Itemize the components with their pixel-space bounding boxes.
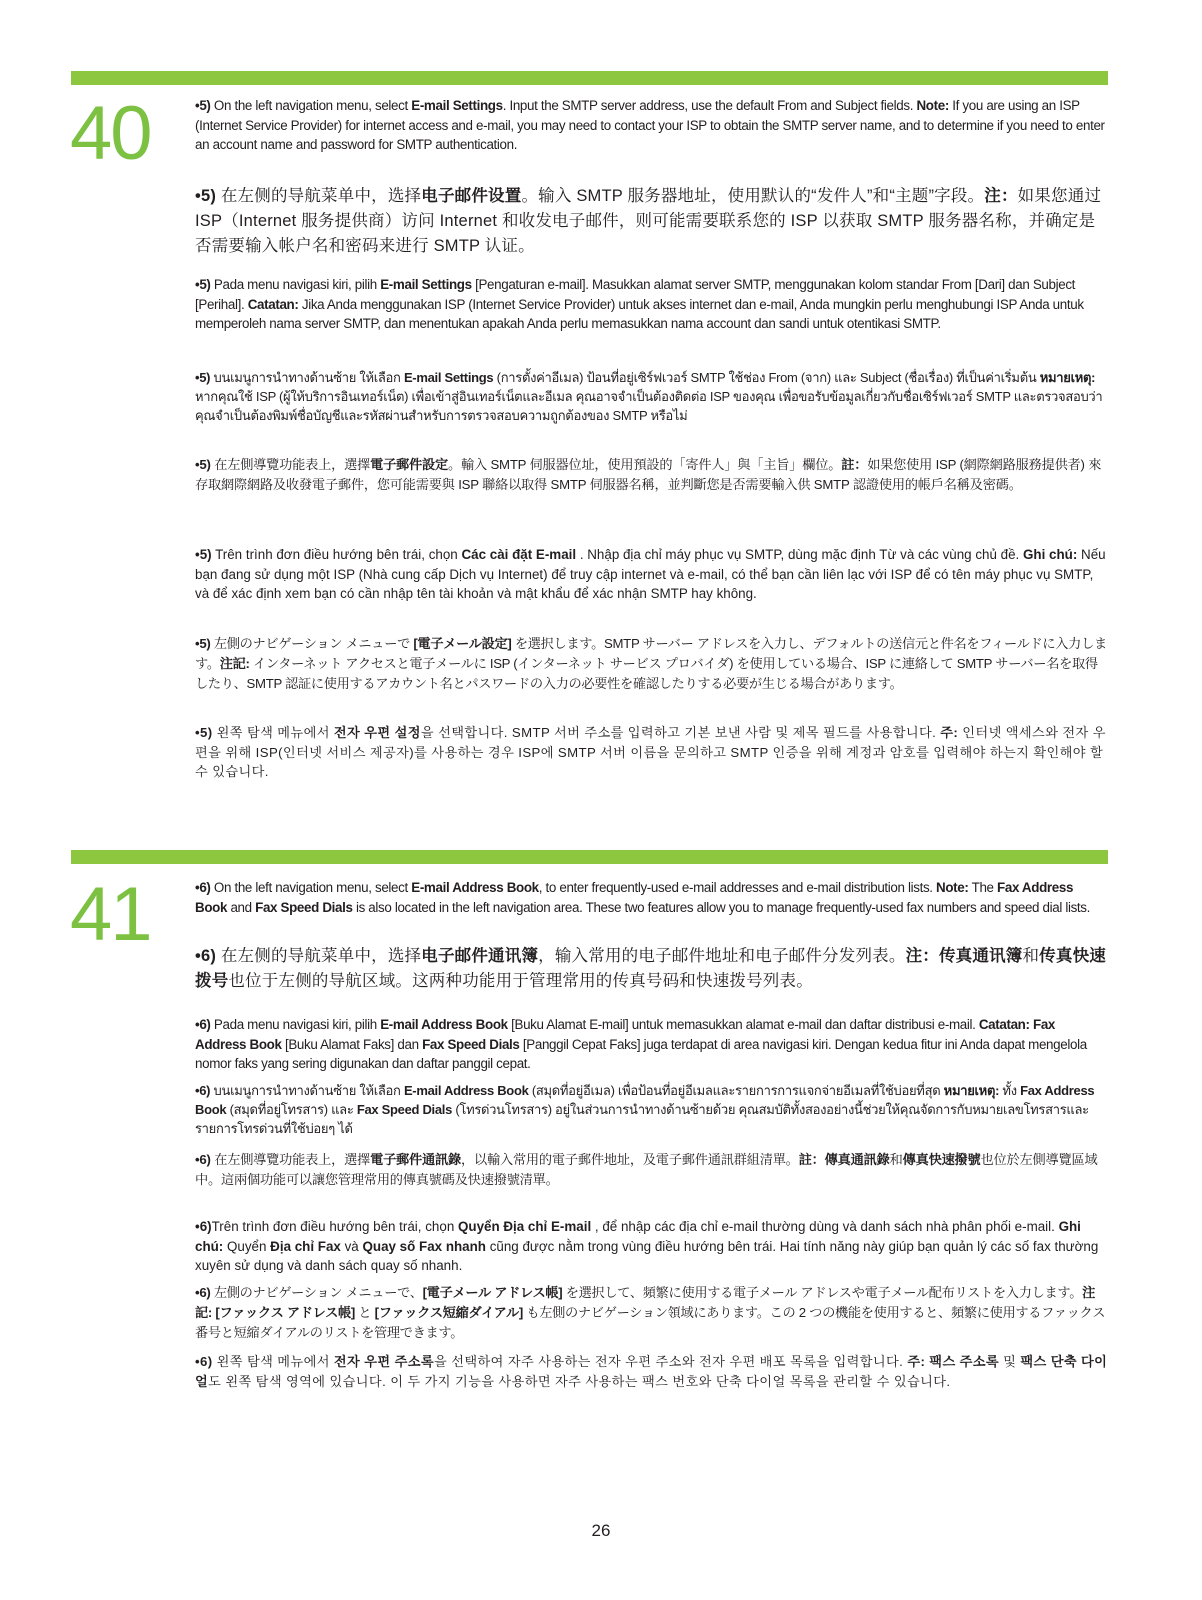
text-run: Nếu bạn đang sử dụng một ISP (Nhà cung cấp Dịch vụ Internet) để truy cập internet và e-mail, có thể bạn cần liên lạc với ISP để có tên máy phục vụ SMTP, và để xác định xem bạn có cần nhập tên tài khoản và mật khẩu để xác nhận SMTP hay không. [195,547,1106,602]
bold-text-run: E-mail Settings [411,98,503,113]
step-40-paragraph-ko [195,723,1108,782]
bold-text-run: E-mail Address Book [411,880,539,895]
text-run: và [340,1238,363,1254]
bold-text-run: •5) [195,457,211,472]
step-41-paragraph-ko [195,1352,1108,1391]
bold-text-run: •5) [195,636,211,651]
bold-text-run: 주: 팩스 주소록 [907,1354,1000,1369]
text-run: cũng được nằm trong vùng điều hướng bên trái. Hai tính năng này giúp bạn quản lý các số fax thường xuyên sử dụng và danh sách quay số nhanh. [195,1238,1099,1274]
bold-text-run: E-mail Settings [380,277,472,292]
text-run: The [968,880,998,895]
bold-text-run: •5) [195,98,211,113]
step-41-paragraph-zh [195,944,1108,994]
step-number-40: 40 [70,91,151,176]
bold-text-run: •5) [195,370,211,385]
bold-text-run: 注記: [219,656,250,671]
bold-text-run: Catatan: [247,296,299,312]
page-number: 26 [591,1521,611,1540]
text-run: を選択します。SMTP サーバー アドレスを入力し、デフォルトの送信元と件名をフィールドに入力します。 [195,636,1107,671]
text-run: 。输入 SMTP 服务器地址，使用默认的“发件人”和“主题”字段。 [521,187,985,205]
bold-text-run: 전자 우편 주소록 [333,1354,435,1369]
text-run: is also located in the left navigation area. These two features allow you to manage frequently-used fax numbers and speed dial lists. [352,899,1091,915]
bold-text-run: Fax Address Book [195,1083,1095,1117]
bold-text-run: 주: [940,725,959,740]
text-run: Pada menu navigasi kiri, pilih [210,1017,381,1032]
bold-text-run: 注記: [195,1285,1095,1320]
step-41-paragraph-vi [195,1217,1108,1276]
step-40-paragraph-tw [195,455,1108,495]
bold-text-run: Các cài đặt E-mail [461,547,577,562]
step-41-paragraph-th [195,1081,1108,1138]
bold-text-run: Quay số Fax nhanh [362,1238,486,1254]
text-run: 。輸入 SMTP 伺服器位址，使用預設的「寄件人」與「主旨」欄位。 [448,457,842,472]
text-run: (การตั้งค่าอีเมล) ป้อนที่อยู่เซิร์ฟเวอร์ SMTP ใช้ช่อง From (จาก) และ Subject (ชื่อเรื่อง) ที่เป็นค่าเริ่มต้น [493,370,1040,385]
step-40-paragraph-id [195,275,1108,334]
text-run: ทั้ง [999,1083,1021,1098]
section-bar-top [71,71,1108,85]
bold-text-run: •5) [195,725,213,740]
text-run: [Buku Alamat E-mail] untuk memasukkan alamat e-mail dan daftar distribusi e-mail. [507,1017,979,1032]
text-run: 왼쪽 탐색 메뉴에서 [212,1354,334,1369]
bold-text-run: 電子郵件設定 [370,457,449,472]
text-run: 左側のナビゲーション メニューで、 [210,1285,423,1300]
text-run: 在左侧的导航菜单中，选择 [216,187,422,205]
text-run: ，输入常用的电子邮件地址和电子邮件分发列表。 [538,947,906,965]
bold-text-run: 电子邮件设置 [421,187,522,205]
step-41-paragraph-ja [195,1283,1108,1343]
step-40-paragraph-vi [195,545,1108,604]
text-run: 도 왼쪽 탐색 영역에 있습니다. 이 두 가지 기능을 사용하면 자주 사용하는 팩스 번호와 단축 다이얼 목록을 관리할 수 있습니다. [208,1373,951,1389]
text-run: 也位于左侧的导航区域。这两种功能用于管理常用的传真号码和快速拨号列表。 [228,972,813,990]
bold-text-run: Địa chỉ Fax [270,1238,341,1254]
text-run: and [227,899,256,915]
bold-text-run: Fax Speed Dials [255,899,353,915]
bold-text-run: E-mail Settings [403,370,494,385]
text-run: と [355,1305,375,1320]
bold-text-run: Ghi chú: [195,1219,1081,1254]
text-run: 인터넷 액세스와 전자 우편을 위해 ISP(인터넷 서비스 제공자)를 사용하는 경우 ISP에 SMTP 서버 이름을 문의하고 SMTP 인증을 위해 계정과 암호를 입력해야 하는지 확인해야 할 수 있습니다. [195,725,1106,780]
bold-text-run: 팩스 단축 다이얼 [195,1354,1108,1389]
text-run: 和 [1022,947,1040,965]
step-41-paragraph-en [195,878,1108,917]
text-run: 和 [889,1152,903,1167]
text-run: , to enter frequently-used e-mail addresses and e-mail distribution lists. [538,880,937,895]
bold-text-run: Fax Speed Dials [422,1036,520,1052]
bold-text-run: Fax Address Book [195,1017,1056,1052]
text-run: 在左側導覽功能表上，選擇 [210,1152,371,1167]
bold-text-run: [ファックス短縮ダイアル] [374,1305,523,1320]
bold-text-run: [ファックス アドレス帳] [215,1305,355,1320]
text-run: 左側のナビゲーション メニューで [210,636,414,651]
text-run: (สมุดที่อยู่โทรสาร) และ [226,1102,357,1117]
text-run: บนเมนูการนำทางด้านซ้าย ให้เลือก [210,370,404,385]
text-run: . Nhập địa chỉ máy phục vụ SMTP, dùng mặc định Từ và các vùng chủ đề. [576,547,1023,562]
bold-text-run: 注：传真通讯簿 [905,947,1023,965]
text-run: 在左侧的导航菜单中，选择 [216,947,422,965]
text-run: . Input the SMTP server address, use the default From and Subject fields. [502,98,917,113]
text-run: (โทรด่วนโทรสาร) อยู่ในส่วนการนำทางด้านซ้ายด้วย คุณสมบัติทั้งสองอย่างนี้ช่วยให้คุณจัดการกับหมายเลขโทรสารและรายการโทรด่วนที่ใช้บ่อยๆ ได้ [195,1102,1089,1136]
text-run: を選択して、頻繁に使用する電子メール アドレスや電子メール配布リストを入力します。 [562,1285,1083,1300]
text-run: 如果您通过 ISP（Internet 服务提供商）访问 Internet 和收发电子邮件，则可能需要联系您的 ISP 以获取 SMTP 服务器名称，并确定是否需要输入帐户名和密码来进行 SMTP 认证。 [195,187,1102,255]
bold-text-run: E-mail Address Book [403,1083,529,1098]
bold-text-run: [電子メール アドレス帳] [422,1285,563,1300]
bold-text-run: Catatan: [978,1017,1030,1032]
bold-text-run: หมายเหตุ: [1039,370,1096,385]
step-41-paragraph-tw [195,1150,1108,1190]
bold-text-run: •6) [195,947,217,965]
text-run: 을 선택하여 자주 사용하는 전자 우편 주소와 전자 우편 배포 목록을 입력합니다. [434,1354,908,1369]
text-run: บนเมนูการนำทางด้านซ้าย ให้เลือก [210,1083,404,1098]
bold-text-run: •6) [195,1083,211,1098]
bold-text-run: E-mail Address Book [380,1017,508,1032]
bold-text-run: Fax Speed Dials [356,1102,453,1117]
bold-text-run: Quyển Địa chỉ E-mail [457,1219,592,1234]
bold-text-run: •6) [195,880,211,895]
bold-text-run: Ghi chú: [1022,547,1078,562]
bold-text-run: •6) [195,1017,211,1032]
bold-text-run: 傳真快速撥號 [902,1152,981,1167]
text-run: Jika Anda menggunakan ISP (Internet Service Provider) untuk akses internet dan e-mail, Anda mungkin perlu menghubungi ISP Anda untuk memperoleh nama server SMTP, dan menentukan apakah Anda perlu memasukkan nama account dan sandi untuk otentikasi SMTP. [195,296,1084,332]
bold-text-run: [電子メール設定] [413,636,512,651]
bold-text-run: 注： [984,187,1018,205]
text-run: Trên trình đơn điều hướng bên trái, chọn [211,547,462,562]
bold-text-run: 传真快速拨号 [195,947,1106,990]
bold-text-run: 註： [841,457,868,472]
bold-text-run: หมายเหตุ: [943,1083,1000,1098]
text-run: On the left navigation menu, select [210,98,412,113]
text-run: 在左側導覽功能表上，選擇 [210,457,371,472]
bold-text-run: 註：傳真通訊錄 [798,1152,890,1167]
bold-text-run: 电子邮件通讯簿 [421,947,539,965]
text-run: 을 선택합니다. SMTP 서버 주소를 입력하고 기본 보낸 사람 및 제목 필드를 사용합니다. [420,725,941,740]
bold-text-run: •6) [195,1285,211,1300]
bold-text-run: •5) [195,277,211,292]
step-40-paragraph-en [195,96,1108,155]
text-run: 如果您使用 ISP (網際網路服務提供者) 來存取網際網路及收發電子郵件，您可能需要與 ISP 聯絡以取得 SMTP 伺服器名稱，並判斷您是否需要輸入供 SMTP 認證使用的帳戶名稱及密碼。 [195,457,1102,492]
step-41-paragraph-id [195,1015,1108,1074]
text-run: 왼쪽 탐색 메뉴에서 [212,725,334,740]
text-run: 및 [999,1354,1021,1369]
bold-text-run: •5) [195,187,217,205]
text-run: ，以輸入常用的電子郵件地址，及電子郵件通訊群組清單。 [461,1152,799,1167]
bold-text-run: •6) [195,1219,212,1234]
step-40-paragraph-ja [195,634,1108,694]
text-run: หากคุณใช้ ISP (ผู้ให้บริการอินเทอร์เน็ต) เพื่อเข้าสู่อินเทอร์เน็ตและอีเมล คุณอาจจำเป็นต้องติดต่อ ISP ของคุณ เพื่อขอรับข้อมูลเกี่ยวกับชื่อเซิร์ฟเวอร์ SMTP และตรวจสอบว่า คุณจำเป็นต้องพิมพ์ชื่อบัญชีและรหัสผ่านสำหรับการตรวจสอบความถูกต้องของ SMTP หรือไม่ [195,389,1103,423]
text-run: Quyển [223,1238,271,1254]
bold-text-run: •5) [195,547,212,562]
text-run: (สมุดที่อยู่อีเมล) เพื่อป้อนที่อยู่อีเมลและรายการการแจกจ่ายอีเมลที่ใช้บ่อยที่สุด [528,1083,944,1098]
step-40-paragraph-th [195,368,1108,425]
text-run: 也位於左側導覽區域中。這兩個功能可以讓您管理常用的傳真號碼及快速撥號清單。 [195,1152,1098,1187]
bold-text-run: Fax Address Book [195,880,1074,915]
bold-text-run: •6) [195,1152,211,1167]
step-40-paragraph-zh [195,184,1108,259]
bold-text-run: Note: [936,880,969,895]
bold-text-run: Note: [916,98,949,113]
text-run: Trên trình đơn điều hướng bên trái, chọn [211,1219,458,1234]
step-number-41: 41 [70,872,151,957]
text-run: も左側のナビゲーション領域にあります。この 2 つの機能を使用すると、頻繁に使用するファックス番号と短縮ダイアルのリストを管理できます。 [195,1305,1106,1340]
text-run: [Buku Alamat Faks] dan [281,1036,423,1052]
bold-text-run: •6) [195,1354,213,1369]
text-run: , để nhập các địa chỉ e-mail thường dùng và danh sách nhà phân phối e-mail. [591,1219,1059,1234]
section-bar-middle [71,850,1108,864]
text-run: [Panggil Cepat Faks] juga terdapat di area navigasi kiri. Dengan kedua fitur ini Anda dapat mengelola nomor faks yang sering digunakan dan daftar panggil cepat. [195,1036,1087,1072]
text-run: On the left navigation menu, select [210,880,412,895]
text-run: Pada menu navigasi kiri, pilih [210,277,381,292]
bold-text-run: 전자 우편 설정 [333,725,421,740]
bold-text-run: 電子郵件通訊錄 [370,1152,461,1167]
text-run: [Pengaturan e-mail]. Masukkan alamat server SMTP, menggunakan kolom standar From [Dari] dan Subject [Perihal]. [195,277,1076,312]
text-run: インターネット アクセスと電子メールに ISP (インターネット サービス プロバイダ) を使用している場合、ISP に連絡して SMTP サーバー名を取得したり、SMTP 認証に使用するアカウント名とパスワードの入力の必要性を確認したりする必要が生じる場合があります。 [195,656,1098,691]
text-run: If you are using an ISP (Internet Service Provider) for internet access and e-mail, you may need to contact your ISP to obtain the SMTP server name, and to determine if you need to enter an account name and password for SMTP authentication. [195,98,1105,153]
